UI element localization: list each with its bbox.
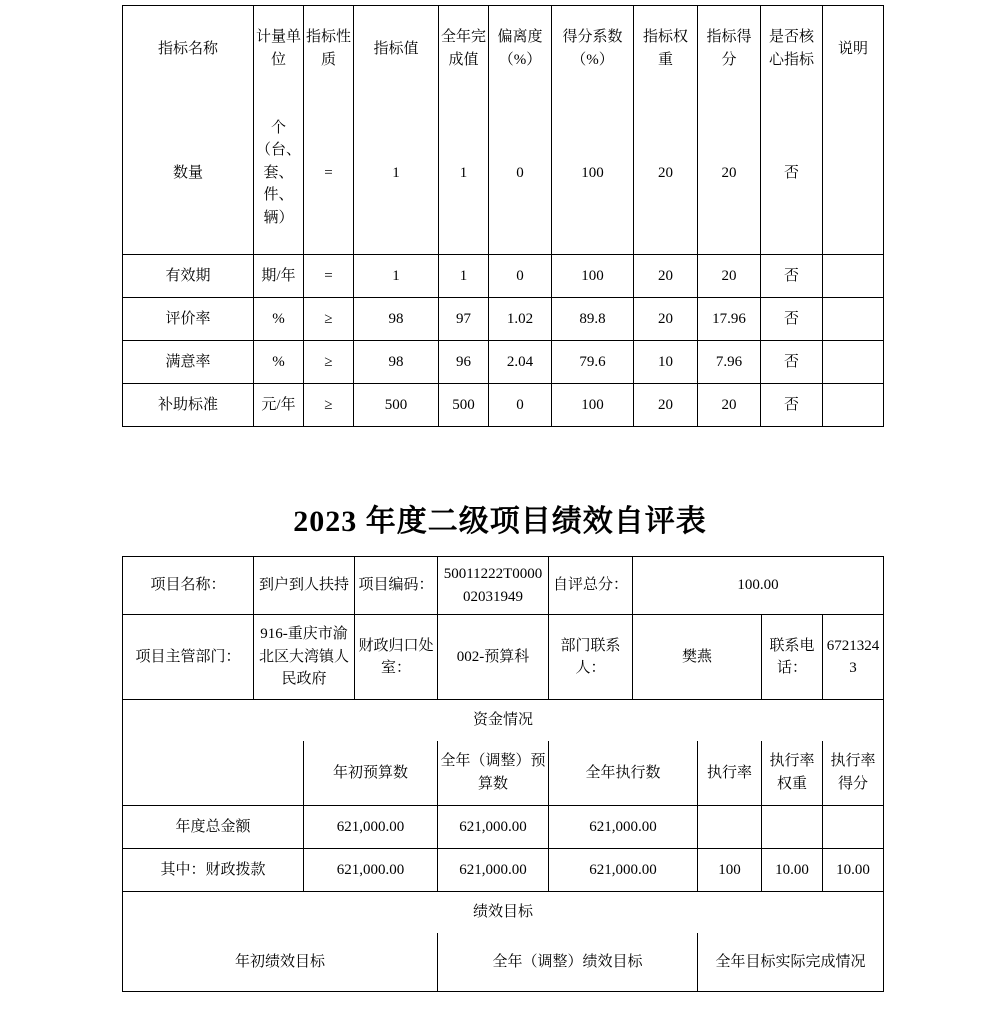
cell-deviation: 1.02 bbox=[489, 298, 552, 341]
funding-cell-adjusted: 621,000.00 bbox=[438, 806, 549, 849]
goals-section-row bbox=[123, 892, 884, 933]
cell-score-coefficient: 89.8 bbox=[552, 298, 634, 341]
cell-score-coefficient: 100 bbox=[552, 255, 634, 298]
self-eval-table bbox=[122, 556, 884, 992]
goals-header-actual: 全年目标实际完成情况 bbox=[698, 933, 884, 992]
funding-header-initial-budget: 年初预算数 bbox=[304, 741, 438, 806]
funding-cell-initial: 621,000.00 bbox=[304, 806, 438, 849]
finance-office-label: 财政归口处室： bbox=[355, 615, 438, 700]
cell-note bbox=[823, 255, 884, 298]
header-is-core: 是否核心指标 bbox=[761, 6, 823, 92]
cell-target-value: 1 bbox=[354, 255, 439, 298]
goals-section-title: 绩效目标 bbox=[123, 892, 884, 933]
contact-label: 部门联系人： bbox=[549, 615, 633, 700]
funding-header-row bbox=[123, 741, 884, 806]
header-weight: 指标权重 bbox=[634, 6, 698, 92]
header-note: 说明 bbox=[823, 6, 884, 92]
cell-is-core: 否 bbox=[761, 384, 823, 427]
funding-header-adjusted-budget: 全年（调整）预算数 bbox=[438, 741, 549, 806]
indicator-row-evaluation-rate bbox=[123, 298, 884, 341]
cell-target-value: 500 bbox=[354, 384, 439, 427]
header-nature: 指标性质 bbox=[304, 6, 354, 92]
cell-weight: 20 bbox=[634, 298, 698, 341]
cell-target-value: 1 bbox=[354, 92, 439, 255]
funding-row-total bbox=[123, 806, 884, 849]
funding-cell-weight bbox=[762, 806, 823, 849]
indicator-row-validity bbox=[123, 255, 884, 298]
cell-annual-completion: 96 bbox=[439, 341, 489, 384]
cell-unit: % bbox=[254, 298, 304, 341]
dept-label: 项目主管部门： bbox=[123, 615, 254, 700]
finance-office-value: 002-预算科 bbox=[438, 615, 549, 700]
funding-header-execution-rate: 执行率 bbox=[698, 741, 762, 806]
cell-nature: ≥ bbox=[304, 384, 354, 427]
page-title: 2023 年度二级项目绩效自评表 bbox=[293, 505, 707, 538]
cell-score-coefficient: 79.6 bbox=[552, 341, 634, 384]
cell-deviation: 0 bbox=[489, 255, 552, 298]
project-name-label: 项目名称： bbox=[123, 557, 254, 615]
funding-cell-executed: 621,000.00 bbox=[549, 806, 698, 849]
goals-header-adjusted: 全年（调整）绩效目标 bbox=[438, 933, 698, 992]
cell-weight: 20 bbox=[634, 384, 698, 427]
cell-score: 7.96 bbox=[698, 341, 761, 384]
cell-weight: 20 bbox=[634, 255, 698, 298]
goals-header-row bbox=[123, 933, 884, 992]
cell-indicator-name: 有效期 bbox=[123, 255, 254, 298]
funding-row-label: 其中：财政拨款 bbox=[123, 849, 304, 892]
dept-value: 916-重庆市渝北区大湾镇人民政府 bbox=[254, 615, 355, 700]
cell-note bbox=[823, 384, 884, 427]
funding-cell-executed: 621,000.00 bbox=[549, 849, 698, 892]
funding-section-title: 资金情况 bbox=[123, 700, 884, 741]
funding-cell-initial: 621,000.00 bbox=[304, 849, 438, 892]
funding-row-label: 年度总金额 bbox=[123, 806, 304, 849]
funding-cell-weight: 10.00 bbox=[762, 849, 823, 892]
phone-label: 联系电话： bbox=[762, 615, 823, 700]
header-annual-completion: 全年完成值 bbox=[439, 6, 489, 92]
cell-indicator-name: 评价率 bbox=[123, 298, 254, 341]
cell-indicator-name: 数量 bbox=[123, 92, 254, 255]
funding-cell-score bbox=[823, 806, 884, 849]
header-deviation: 偏离度（%） bbox=[489, 6, 552, 92]
cell-deviation: 2.04 bbox=[489, 341, 552, 384]
goals-header-initial: 年初绩效目标 bbox=[123, 933, 438, 992]
cell-unit: 个（台、套、件、辆） bbox=[254, 92, 304, 255]
indicator-row-subsidy-standard bbox=[123, 384, 884, 427]
cell-deviation: 0 bbox=[489, 384, 552, 427]
funding-header-executed: 全年执行数 bbox=[549, 741, 698, 806]
funding-cell-rate bbox=[698, 806, 762, 849]
indicator-table bbox=[122, 5, 884, 427]
cell-nature: = bbox=[304, 255, 354, 298]
project-code-label: 项目编码： bbox=[355, 557, 438, 615]
self-score-label: 自评总分： bbox=[549, 557, 633, 615]
header-target-value: 指标值 bbox=[354, 6, 439, 92]
cell-score: 20 bbox=[698, 384, 761, 427]
header-score: 指标得分 bbox=[698, 6, 761, 92]
cell-unit: 元/年 bbox=[254, 384, 304, 427]
cell-nature: ≥ bbox=[304, 298, 354, 341]
cell-is-core: 否 bbox=[761, 341, 823, 384]
phone-value: 67213243 bbox=[823, 615, 884, 700]
cell-note bbox=[823, 298, 884, 341]
funding-cell-score: 10.00 bbox=[823, 849, 884, 892]
header-unit: 计量单位 bbox=[254, 6, 304, 92]
header-score-coefficient: 得分系数（%） bbox=[552, 6, 634, 92]
cell-target-value: 98 bbox=[354, 298, 439, 341]
cell-score-coefficient: 100 bbox=[552, 92, 634, 255]
funding-cell-rate: 100 bbox=[698, 849, 762, 892]
cell-annual-completion: 97 bbox=[439, 298, 489, 341]
cell-is-core: 否 bbox=[761, 298, 823, 341]
cell-nature: = bbox=[304, 92, 354, 255]
self-score-value: 100.00 bbox=[633, 557, 884, 615]
cell-note bbox=[823, 341, 884, 384]
project-name-value: 到户到人扶持 bbox=[254, 557, 355, 615]
cell-indicator-name: 补助标准 bbox=[123, 384, 254, 427]
funding-header-blank bbox=[123, 741, 304, 806]
cell-nature: ≥ bbox=[304, 341, 354, 384]
project-info-row bbox=[123, 557, 884, 615]
cell-score: 20 bbox=[698, 92, 761, 255]
cell-annual-completion: 1 bbox=[439, 255, 489, 298]
indicator-row-satisfaction-rate bbox=[123, 341, 884, 384]
cell-annual-completion: 500 bbox=[439, 384, 489, 427]
funding-row-fiscal bbox=[123, 849, 884, 892]
cell-score: 20 bbox=[698, 255, 761, 298]
indicator-row-quantity bbox=[123, 92, 884, 255]
cell-weight: 10 bbox=[634, 341, 698, 384]
cell-weight: 20 bbox=[634, 92, 698, 255]
cell-target-value: 98 bbox=[354, 341, 439, 384]
project-code-value: 50011222T000002031949 bbox=[438, 557, 549, 615]
funding-header-rate-weight: 执行率权重 bbox=[762, 741, 823, 806]
funding-cell-adjusted: 621,000.00 bbox=[438, 849, 549, 892]
cell-score-coefficient: 100 bbox=[552, 384, 634, 427]
cell-unit: % bbox=[254, 341, 304, 384]
header-indicator-name: 指标名称 bbox=[123, 6, 254, 92]
cell-unit: 期/年 bbox=[254, 255, 304, 298]
cell-annual-completion: 1 bbox=[439, 92, 489, 255]
cell-indicator-name: 满意率 bbox=[123, 341, 254, 384]
department-info-row bbox=[123, 615, 884, 700]
cell-deviation: 0 bbox=[489, 92, 552, 255]
cell-is-core: 否 bbox=[761, 255, 823, 298]
cell-score: 17.96 bbox=[698, 298, 761, 341]
funding-section-row bbox=[123, 700, 884, 741]
cell-is-core: 否 bbox=[761, 92, 823, 255]
funding-header-rate-score: 执行率得分 bbox=[823, 741, 884, 806]
cell-note bbox=[823, 92, 884, 255]
indicator-header-row bbox=[123, 6, 884, 92]
contact-value: 樊燕 bbox=[633, 615, 762, 700]
